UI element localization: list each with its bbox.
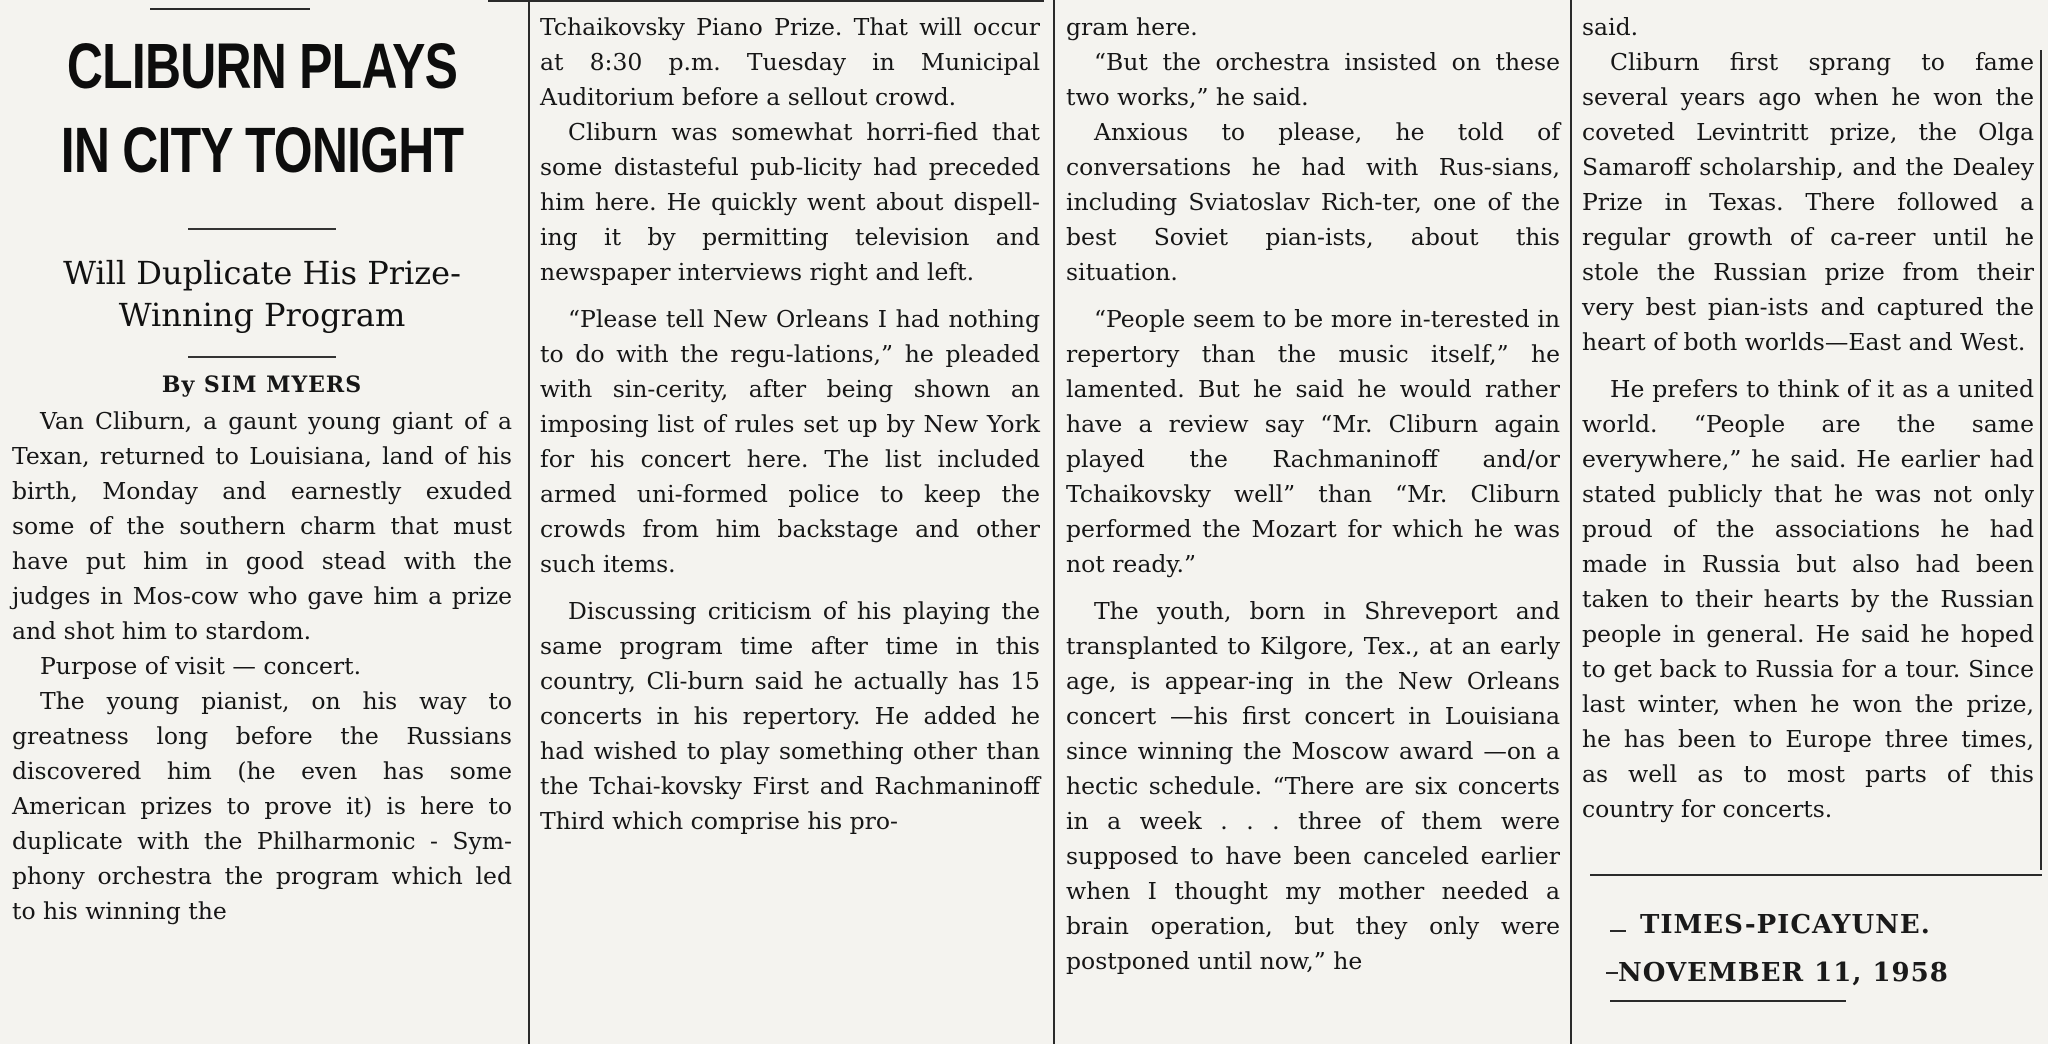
column-divider [528, 0, 530, 1044]
article-paragraph: Van Cliburn, a gaunt young giant of a Texan, returned to Louisiana, land of his birth, Monday and earnestly exuded some of the southern charm that must have put him in good stead with the judges in Mos-cow who gave him a prize and shot him to stardom. [12, 407, 512, 645]
article-paragraph: Anxious to please, he told of conversations he had with Rus-sians, including Sviatoslav Rich-ter, one of the best Soviet pian-ists, about this situation. [1066, 118, 1560, 286]
article-paragraph: Cliburn first sprang to fame several years ago when he won the coveted Levintritt prize, the Olga Samaroff scholarship, and the Dealey Prize in Texas. There followed a regular growth of ca-reer until he stole the Russian prize from their very best pian-ists and captured the heart of both worlds—East and West. [1582, 48, 2034, 356]
article-paragraph: Cliburn was somewhat horri-fied that some distasteful pub-licity had preceded him here. He quickly went about dispell-ing it by permitting television and newspaper interviews right and left. [540, 118, 1040, 286]
headline-line: IN CITY TONIGHT [60, 114, 464, 186]
headline-line: CLIBURN PLAYS [66, 30, 458, 102]
end-rule [1590, 874, 2042, 876]
column-divider [2040, 50, 2042, 870]
source-paper: TIMES-PICAYUNE. [1640, 910, 1931, 940]
article-paragraph: He prefers to think of it as a united world. “People are the same everywhere,” he said. He earlier had stated publicly that he was not only proud of the associations he had made in Russia but also had been taken to their hearts by the Russian people in general. He said he hoped to get back to Russia for a tour. Since last winter, when he won the prize, he has been to Europe three times, as well as to most parts of this country for concerts. [1582, 375, 2034, 823]
stamp-mark [1606, 972, 1618, 974]
article-column-4 [1582, 10, 2034, 827]
article-column-3 [1066, 10, 1560, 979]
article-column-2 [540, 10, 1040, 839]
article-paragraph: Purpose of visit — concert. [40, 652, 362, 680]
article-paragraph: The young pianist, on his way to greatness long before the Russians discovered him (he even has some American prizes to prove it) is here to duplicate with the Philharmonic - Sym-phony orchestra the program which led to his winning the [12, 687, 512, 925]
subhead [12, 252, 512, 336]
article-paragraph: said. [1582, 13, 1639, 41]
byline: By SIM MYERS [161, 372, 363, 398]
stamp-mark [1610, 930, 1626, 932]
column-divider [1570, 0, 1572, 1044]
source-date: NOVEMBER 11, 1958 [1618, 958, 1949, 988]
article-paragraph: Tchaikovsky Piano Prize. That will occur at 8:30 p.m. Tuesday in Municipal Auditorium before a sellout crowd. [540, 13, 1040, 111]
article-paragraph: “People seem to be more in-terested in repertory than the music itself,” he lamented. But he said he would rather have a review say “Mr. Cliburn again played the Rachmaninoff and/or Tchaikovsky well” than “Mr. Cliburn performed the Mozart for which he was not ready.” [1066, 305, 1560, 578]
article-paragraph: gram here. [1066, 13, 1198, 41]
article-paragraph: “Please tell New Orleans I had nothing to do with the regu-lations,” he pleaded with sin-cerity, after being shown an imposing list of rules set up by New York for his concert here. The list included armed uni-formed police to keep the crowds from him backstage and other such items. [540, 305, 1040, 578]
article-paragraph: “But the orchestra insisted on these two works,” he said. [1066, 48, 1560, 111]
headline [20, 24, 504, 192]
top-rule [488, 0, 1044, 2]
article-paragraph: Discussing criticism of his playing the same program time after time in this country, Cli-burn said he actually has 15 concerts in his repertory. He added he had wished to play something other than the Tchai-kovsky First and Rachmaninoff Third which comprise his pro- [540, 597, 1040, 835]
subhead-line: Winning Program [118, 296, 406, 334]
stamp-underline [1610, 1000, 1846, 1002]
article-column-1 [12, 0, 512, 929]
article-paragraph: The youth, born in Shreveport and transplanted to Kilgore, Tex., at an early age, is appear-ing in the New Orleans concert —his first concert in Louisiana since winning the Moscow award —on a hectic schedule. “There are six concerts in a week . . . three of them were supposed to have been canceled earlier when I thought my mother needed a brain operation, but they only were postponed until now,” he [1066, 597, 1560, 975]
subhead-line: Will Duplicate His Prize- [63, 254, 461, 292]
column-divider [1053, 0, 1055, 1044]
